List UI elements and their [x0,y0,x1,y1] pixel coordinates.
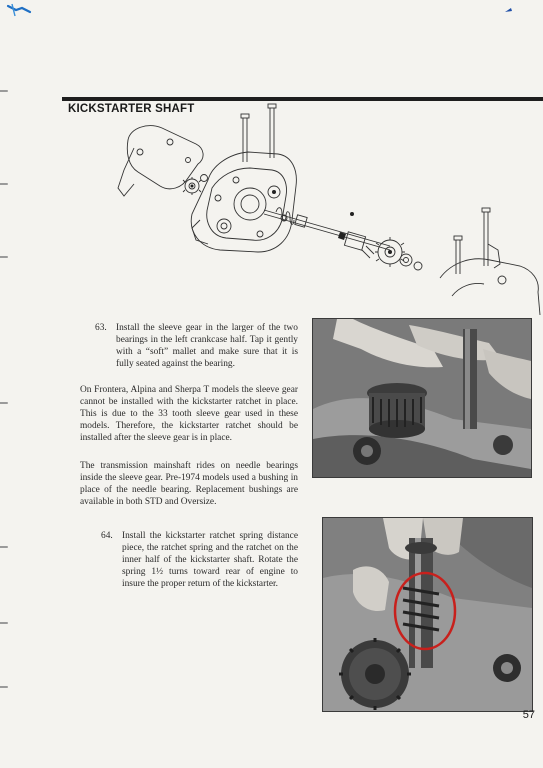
body-paragraph: The transmission mainshaft rides on needle bearings inside the sleeve gear. Pre-1974 models used a bushing in place of the needle bearing. Replacement bushings are available in both STD and Oversize. [80,461,298,508]
sleeve-gear-photo [312,318,532,478]
step-text: Install the sleeve gear in the larger of the two bearings in the left crankcase half. Tap it gently with a “soft” mallet and make sure that it is fully seated against the bearing. [116,323,298,370]
page-number: 57 [522,709,535,721]
binder-hole-mark [0,546,8,548]
binder-hole-mark [0,256,8,258]
ratchet-spring-photo-icon [323,518,532,711]
blue-pen-mark-icon [6,2,46,20]
step-text: Install the kickstarter ratchet spring distance piece, the ratchet spring and the ratchet on the inner half of the kickstarter shaft. Rotate the spring 1½ turns toward rear of engine to insure the proper return of the kickstarter. [122,531,298,590]
body-paragraph: On Frontera, Alpina and Sherpa T models the sleeve gear cannot be installed with the kickstarter ratchet in place. This is due to the 33 tooth sleeve gear used in these models. Therefore, the kickstarter ratchet should be installed after the sleeve gear is in place. [80,385,298,444]
kickstarter-exploded-diagram [100,100,543,315]
blue-dot-mark-icon [503,4,515,16]
binder-hole-mark [0,183,8,185]
ratchet-spring-photo [322,517,533,712]
sleeve-gear-photo-icon [313,319,531,477]
step-number: 64. [101,531,113,541]
binder-hole-mark [0,90,8,92]
binder-hole-mark [0,686,8,688]
section-title: KICKSTARTER SHAFT [68,103,195,115]
step-number: 63. [95,323,107,333]
binder-hole-mark [0,402,8,404]
binder-hole-mark [0,622,8,624]
